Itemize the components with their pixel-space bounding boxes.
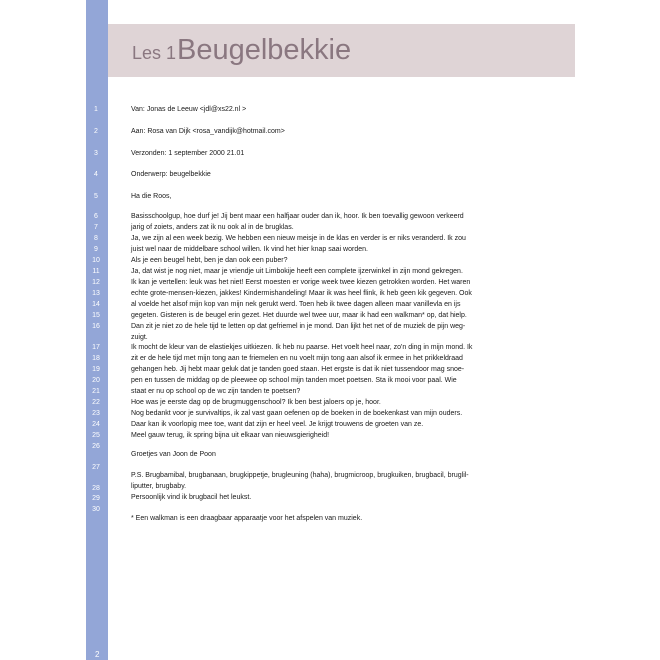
line-number: 25 xyxy=(92,432,100,439)
line-number: 28 xyxy=(92,485,100,492)
line-number: 23 xyxy=(92,410,100,417)
line-number: 19 xyxy=(92,366,100,373)
body-text-line: zuigt. xyxy=(131,334,148,341)
line-number: 14 xyxy=(92,301,100,308)
body-text-line: Basisschoolgup, hoe durf je! Jij bent maar een halfjaar ouder dan ik, hoor. Ik ben toevallig gewoon verkeerd xyxy=(131,213,464,220)
line-number: 13 xyxy=(92,290,100,297)
body-text-line: al voelde het alsof mijn kop van mijn nek gerukt werd. Toen heb ik twee dagen alleen maar vanillevla en ijs xyxy=(131,301,461,308)
line-number: 9 xyxy=(94,246,98,253)
body-text-line: Ja, dat wist je nog niet, maar je vriendje uit Limbokije heeft een complete ijzerwinkel in zijn mond gekregen. xyxy=(131,268,463,275)
greeting-line: Ha die Roos, xyxy=(131,193,172,200)
body-text-line: zit er de hele tijd met mijn tong aan te friemelen en nu voelt mijn tong aan alsof ik ermee in het prikkeldraad xyxy=(131,355,463,362)
postscript-line: P.S. Brugbamibal, brugbanaan, brugkippetje, brugleuning (haha), brugmicroop, brugkuiken, brugbacil, bruglil- xyxy=(131,472,469,479)
page-title: Beugelbekkie xyxy=(177,34,352,66)
body-text-line: jarig of zoiets, anders zat ik nu ook al in de brugklas. xyxy=(131,224,294,231)
email-subject-line: Onderwerp: beugelbekkie xyxy=(131,171,211,178)
email-from-line: Van: Jonas de Leeuw <jdl@xs22.nl > xyxy=(131,106,247,113)
body-text-line: Daar kan ik voorlopig mee toe, want dat zijn er heel veel. Je krijgt trouwens de groeten van ze. xyxy=(131,421,424,428)
line-number: 27 xyxy=(92,464,100,471)
line-number: 26 xyxy=(92,443,100,450)
line-number: 12 xyxy=(92,279,100,286)
body-text-line: gegeten. Gisteren is de beugel erin gezet. Het duurde wel twee uur, maar ik had een walkman* op, dat hielp. xyxy=(131,312,467,319)
body-text-line: echte grote-mensen-kiezen, jakkes! Kindermishandeling! Maar ik was heel flink, ik heb geen kik gegeven. Ook xyxy=(131,290,472,297)
footnote: * Een walkman is een draagbaar apparaatje voor het afspelen van muziek. xyxy=(131,515,363,522)
line-number: 1 xyxy=(94,106,98,113)
line-number: 11 xyxy=(92,268,100,275)
body-text-line: Ja, we zijn al een week bezig. We hebben een nieuw meisje in de klas en verder is er niks veranderd. Ik zou xyxy=(131,235,466,242)
line-number: 22 xyxy=(92,399,100,406)
body-text-line: Als je een beugel hebt, ben je dan ook een puber? xyxy=(131,257,288,264)
line-number: 7 xyxy=(94,224,98,231)
line-number: 15 xyxy=(92,312,100,319)
line-number: 16 xyxy=(92,323,100,330)
line-number: 20 xyxy=(92,377,100,384)
postscript-line: liputter, brugbaby. xyxy=(131,483,187,490)
lesson-label: Les 1 xyxy=(132,43,177,63)
signature-line: Groetjes van Joon de Poon xyxy=(131,451,216,458)
body-text-line: juist wel naar de middelbare school willen. Ik vind het hier knap saai worden. xyxy=(131,246,368,253)
body-text-line: Hoe was je eerste dag op de brugmuggenschool? Ik ben best jaloers op je, hoor. xyxy=(131,399,381,406)
line-number: 24 xyxy=(92,421,100,428)
body-text-line: Ik kan je vertellen: leuk was het niet! Eerst moesten er vorige week twee kiezen getrokken worden. Het waren xyxy=(131,279,471,286)
line-number: 2 xyxy=(94,128,98,135)
body-text-line: gehangen heb. Jij hebt maar geluk dat je tanden goed staan. Het ergste is dat ik niet tussendoor mag snoe- xyxy=(131,366,465,373)
line-number: 18 xyxy=(92,355,100,362)
line-number: 30 xyxy=(92,506,100,513)
line-number: 6 xyxy=(94,213,98,220)
body-text-line: Meel gauw terug, ik spring bijna uit elkaar van nieuwsgierigheid! xyxy=(131,432,330,439)
line-number: 10 xyxy=(92,257,100,264)
body-text-line: pen en tussen de middag op de pleewee op school mijn tanden moet poetsen. Sta ik mooi voor paal. Wie xyxy=(131,377,457,384)
email-sent-line: Verzonden: 1 september 2000 21.01 xyxy=(131,150,245,157)
email-to-line: Aan: Rosa van Dijk <rosa_vandijk@hotmail.com> xyxy=(131,128,285,135)
line-number: 3 xyxy=(94,150,98,157)
body-text-line: Ik mocht de kleur van de elastiekjes uitkiezen. Ik heb nu paarse. Het voelt heel naar, zo'n ding in mijn mond. Ik xyxy=(131,344,473,351)
line-number: 8 xyxy=(94,235,98,242)
line-number: 17 xyxy=(92,344,100,351)
line-number-column xyxy=(86,0,108,660)
line-number: 5 xyxy=(94,193,98,200)
body-text-line: Nog bedankt voor je survivaltips, ik zal vast gaan oefenen op de boeken in de boekenkast van mijn ouders. xyxy=(131,410,463,417)
body-text-line: Dan zit je niet zo de hele tijd te letten op dat gefriemel in je mond. Dan lijkt het net of de muziek de pijn weg- xyxy=(131,323,466,330)
postscript-line: Persoonlijk vind ik brugbacil het leukst. xyxy=(131,494,252,501)
line-number: 21 xyxy=(92,388,100,395)
email-letter-body xyxy=(131,0,531,660)
page-number: 2 xyxy=(95,650,100,659)
line-number: 4 xyxy=(94,171,98,178)
body-text-line: staat er nu op school op de wc zijn tanden te poetsen? xyxy=(131,388,301,395)
line-number: 29 xyxy=(92,495,100,502)
